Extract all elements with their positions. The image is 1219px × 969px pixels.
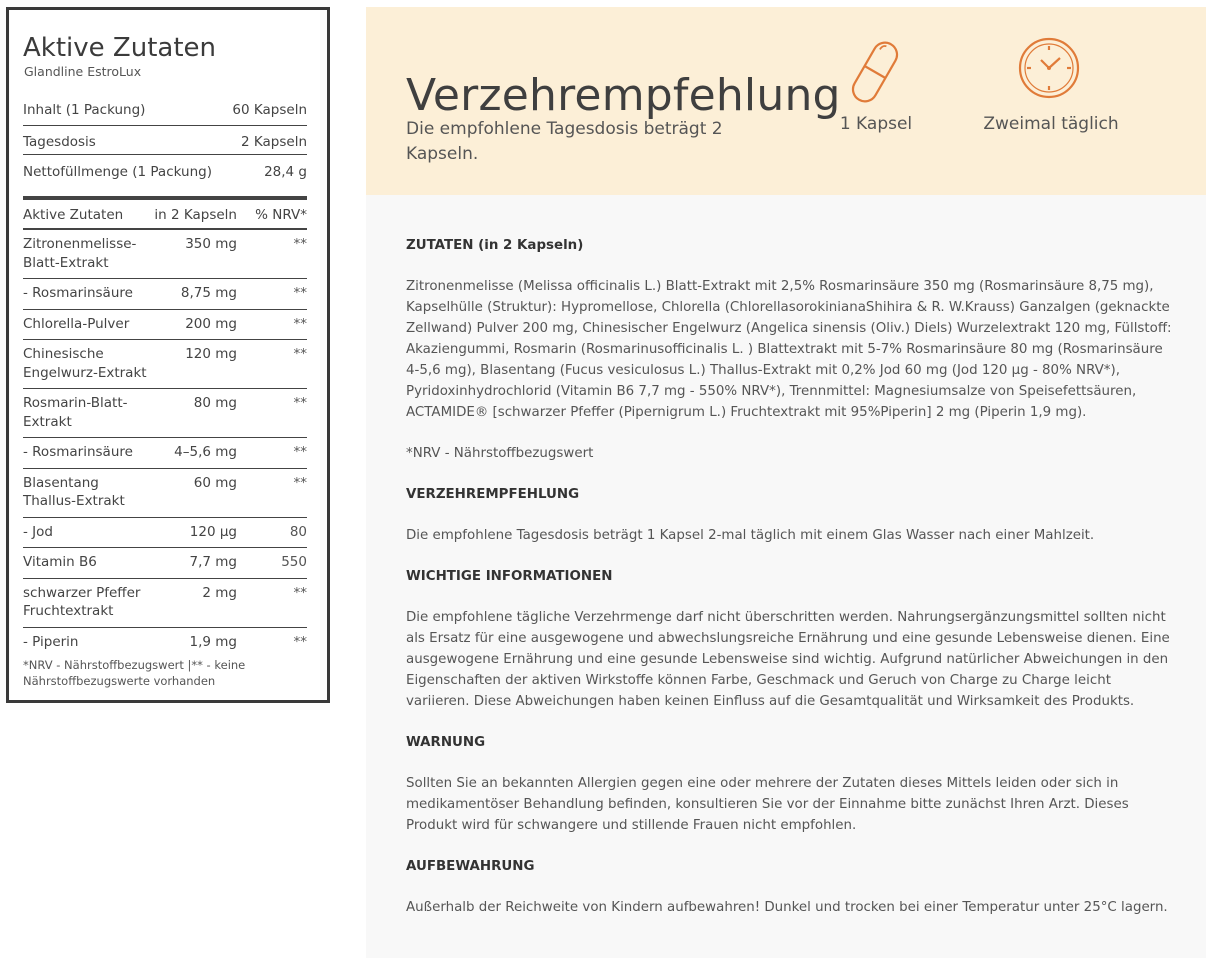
ingredient-nrv: ** (293, 444, 307, 460)
ingredient-nrv: ** (293, 285, 307, 301)
recommendation-description: Die empfohlene Tagesdosis beträgt 2 Kapseln. (406, 119, 723, 164)
table-row (23, 469, 307, 518)
ingredient-amount: 120 mg (185, 346, 237, 362)
capsule-label: 1 Kapsel (839, 114, 913, 134)
ingredient-nrv: ** (293, 474, 307, 491)
table-row (23, 230, 307, 279)
ingredient-amount: 350 mg (185, 236, 237, 252)
table-header (23, 200, 307, 230)
capsule-icon (850, 36, 900, 108)
ingredient-nrv: ** (293, 346, 307, 362)
table-row (23, 579, 307, 628)
ingredient-name: Chinesische Engelwurz-Extrakt (23, 346, 147, 381)
header-amount: in 2 Kapseln (154, 207, 237, 223)
header-nrv: % NRV* (255, 207, 307, 223)
ingredient-amount: 200 mg (185, 315, 237, 332)
clock-icon (1017, 36, 1081, 100)
ingredient-name: - Rosmarinsäure (23, 444, 133, 460)
ingredient-name: Chlorella-Pulver (23, 315, 130, 332)
daily-dose-row (23, 126, 307, 155)
table-row (23, 548, 307, 579)
content-row (23, 95, 307, 126)
ingredient-name: Zitronenmelisse-Blatt-Extrakt (23, 236, 137, 271)
product-details (406, 235, 1176, 918)
ingredient-nrv: ** (293, 236, 307, 252)
frequency-label: Zweimal täglich (983, 114, 1119, 134)
usage-text: Die empfohlene Tagesdosis beträgt 1 Kapsel 2-mal täglich mit einem Glas Wasser nach einer Mahlzeit. (406, 528, 1095, 543)
ingredient-nrv: ** (293, 584, 307, 601)
ingredient-amount: 8,75 mg (180, 285, 237, 301)
ingredient-nrv: 80 (289, 523, 307, 540)
warning-text: Sollten Sie an bekannten Allergien gegen eine oder mehrere der Zutaten dieses Mittels leiden oder sich in medikamentöser Behandlung befinden, konsultieren Sie vor der Einnahme bitte zunächst Ihren Arzt. Dieses Produkt wird für schwangere und stillende Frauen nicht empfohlen. (406, 776, 1129, 833)
ingredient-amount: 2 mg (202, 584, 237, 601)
ingredient-nrv: 550 (281, 554, 307, 570)
table-row (23, 518, 307, 549)
recommendation-title: Verzehrempfehlung (406, 70, 841, 122)
content-label: Inhalt (1 Packung) (23, 102, 146, 118)
daily-dose-label: Tagesdosis (23, 134, 96, 150)
panel-footnote: *NRV - Nährstoffbezugswert |** - keine Nährstoffbezugswerte vorhanden (23, 658, 246, 688)
ingredient-name: Rosmarin-Blatt-Extrakt (23, 395, 128, 430)
ingredient-nrv: ** (293, 395, 307, 411)
ingredients-text: Zitronenmelisse (Melissa officinalis L.) Blatt-Extrakt mit 2,5% Rosmarinsäure 350 mg (Rosmarinsäure 8,75 mg), Kapselhülle (Struktur): Hypromellose, Chlorella (ChlorellasorokinianaShihira & R. W.Krauss) Ganzalgen (geknackte Zellwand) Pulver 200 mg, Chinesischer Engelwurz (Angelica sinensis (Oliv.) Diels) Wurzelextrakt 120 mg, Füllstoff: Akaziengummi, Rosmarin (Rosmarinusofficinalis L. ) Blattextrakt mit 5-7% Rosmarinsäure 80 mg (Rosmarinsäure 4-5,6 mg), Blasentang (Fucus vesiculosus L.) Thallus-Extrakt mit 0,2% Jod 60 mg (Jod 120 µg - 80% NRV*), Pyridoxinhydrochlorid (Vitamin B6 7,7 mg - 550% NRV*), Trennmittel: Magnesiumsalze von Speisefettsäuren, ACTAMIDE® [schwarzer Pfeffer (Pipernigrum L.) Fruchtextrakt mit 95%Piperin] 2 mg (Piperin 1,9 mg). (406, 279, 1172, 420)
ingredient-name: - Rosmarinsäure (23, 285, 133, 301)
table-row (23, 389, 307, 438)
usage-heading: VERZEHREMPFEHLUNG (406, 487, 580, 502)
nrv-note: *NRV - Nährstoffbezugswert (406, 446, 594, 461)
ingredient-amount: 80 mg (193, 395, 237, 411)
info-heading: WICHTIGE INFORMATIONEN (406, 569, 613, 584)
warning-heading: WARNUNG (406, 735, 486, 750)
ingredients-panel (6, 7, 330, 703)
table-row (23, 279, 307, 310)
table-row (23, 438, 307, 469)
ingredient-name: schwarzer Pfeffer Fruchtextrakt (23, 584, 141, 619)
daily-dose-value: 2 Kapseln (241, 134, 307, 150)
ingredient-amount: 4–5,6 mg (174, 444, 237, 460)
recommendation-banner (366, 7, 1206, 195)
ingredient-amount: 60 mg (193, 474, 237, 491)
ingredient-nrv: ** (293, 315, 307, 332)
storage-text: Außerhalb der Reichweite von Kindern aufbewahren! Dunkel und trocken bei einer Temperatur unter 25°C lagern. (406, 900, 1168, 915)
content-value: 60 Kapseln (232, 102, 307, 118)
info-text: Die empfohlene tägliche Verzehrmenge darf nicht überschritten werden. Nahrungsergänzungsmittel sollten nicht als Ersatz für eine ausgewogene und abwechslungsreiche Ernährung und eine gesunde Lebensweise dienen. Eine ausgewogene Ernährung und eine gesunde Lebensweise sind wichtig. Aufgrund natürlicher Abweichungen in den Eigenschaften der aktiven Wirkstoffe können Farbe, Geschmack und Geruch von Charge zu Charge leicht variieren. Diese Abweichungen haben keinen Einfluss auf die Gesamtqualität und Wirksamkeit des Produkts. (406, 610, 1170, 709)
ingredients-heading: ZUTATEN (in 2 Kapseln) (406, 238, 584, 253)
ingredient-amount: 7,7 mg (189, 554, 237, 570)
ingredient-amount: 120 µg (189, 523, 237, 540)
net-quantity-label: Nettofüllmenge (1 Packung) (23, 164, 212, 180)
table-row (23, 340, 307, 389)
header-ingredient: Aktive Zutaten (23, 207, 124, 223)
product-name: Glandline EstroLux (24, 64, 142, 79)
ingredient-nrv: ** (293, 633, 307, 650)
net-quantity-row (23, 155, 307, 182)
ingredient-amount: 1,9 mg (189, 633, 237, 650)
panel-title: Aktive Zutaten (23, 33, 216, 63)
ingredient-name: Vitamin B6 (23, 554, 97, 570)
table-row (23, 628, 307, 658)
ingredient-name: Blasentang Thallus-Extrakt (23, 474, 125, 509)
storage-heading: AUFBEWAHRUNG (406, 859, 535, 874)
ingredient-name: - Jod (23, 523, 53, 540)
table-row (23, 310, 307, 341)
net-quantity-value: 28,4 g (264, 164, 307, 180)
ingredient-name: - Piperin (23, 633, 79, 650)
